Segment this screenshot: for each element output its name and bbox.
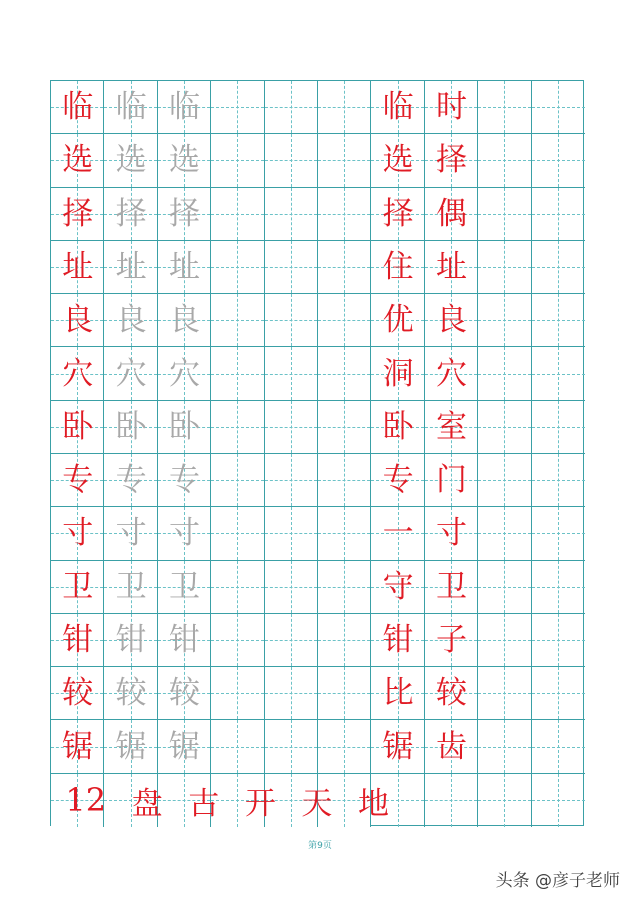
grid-cell <box>211 241 264 294</box>
model-char: 卧 <box>62 408 94 445</box>
grid-cell <box>478 561 531 614</box>
grid-cell <box>211 401 264 454</box>
grid-cell <box>265 188 318 241</box>
model-char: 选 <box>382 142 414 179</box>
grid-cell <box>211 507 264 560</box>
grid-cell <box>478 241 531 294</box>
trace-char: 锯 <box>168 728 200 765</box>
grid-cell <box>265 134 318 187</box>
model-char: 锯 <box>62 728 94 765</box>
grid-cell <box>532 561 585 614</box>
grid-cell <box>211 347 264 400</box>
grid-cell <box>532 294 585 347</box>
trace-char: 选 <box>115 142 147 179</box>
grid-cell <box>318 720 371 773</box>
grid-cell <box>265 347 318 400</box>
grid-cell <box>478 401 531 454</box>
trace-char: 卧 <box>168 408 200 445</box>
model-char: 门 <box>435 462 467 499</box>
trace-char: 卧 <box>115 408 147 445</box>
model-char: 择 <box>62 195 94 232</box>
grid-cell <box>532 454 585 507</box>
grid-cell <box>532 720 585 773</box>
model-char: 室 <box>435 408 467 445</box>
trace-char: 专 <box>168 462 200 499</box>
grid-cell <box>318 134 371 187</box>
grid-cell <box>532 614 585 667</box>
trace-char: 临 <box>168 89 200 126</box>
grid-cell <box>211 667 264 720</box>
model-char: 一 <box>382 515 414 552</box>
trace-char: 钳 <box>115 621 147 658</box>
grid-cell <box>532 81 585 134</box>
grid-cell <box>478 188 531 241</box>
model-char: 齿 <box>435 728 467 765</box>
grid-cell <box>532 507 585 560</box>
trace-char: 择 <box>168 195 200 232</box>
lesson-title-char: 盘 <box>131 785 163 822</box>
grid-cell <box>478 294 531 347</box>
model-char: 址 <box>62 248 94 285</box>
grid-cell <box>265 401 318 454</box>
model-char: 卫 <box>62 568 94 605</box>
model-char: 址 <box>435 248 467 285</box>
model-char: 良 <box>62 302 94 339</box>
grid-cell <box>211 454 264 507</box>
model-char: 专 <box>62 462 94 499</box>
trace-char: 穴 <box>168 355 200 392</box>
trace-char: 寸 <box>115 515 147 552</box>
grid-cell <box>318 507 371 560</box>
grid-cell <box>425 774 478 827</box>
model-char: 偶 <box>435 195 467 232</box>
model-char: 临 <box>382 89 414 126</box>
practice-grid <box>50 80 584 826</box>
trace-char: 良 <box>168 302 200 339</box>
grid-cell <box>532 774 585 827</box>
grid-cell <box>532 347 585 400</box>
grid-cell <box>532 134 585 187</box>
model-char: 择 <box>382 195 414 232</box>
grid-cell <box>478 347 531 400</box>
grid-cell <box>318 401 371 454</box>
lesson-title-char: 古 <box>188 785 220 822</box>
trace-char: 较 <box>168 675 200 712</box>
model-char: 子 <box>435 621 467 658</box>
model-char: 锯 <box>382 728 414 765</box>
lesson-title-char: 开 <box>244 785 276 822</box>
trace-char: 选 <box>168 142 200 179</box>
model-char: 临 <box>62 89 94 126</box>
trace-char: 址 <box>115 248 147 285</box>
trace-char: 良 <box>115 302 147 339</box>
grid-cell <box>478 454 531 507</box>
model-char: 卫 <box>435 568 467 605</box>
trace-char: 锯 <box>115 728 147 765</box>
model-char: 卧 <box>382 408 414 445</box>
model-char: 洞 <box>382 355 414 392</box>
grid-cell <box>532 667 585 720</box>
model-char: 择 <box>435 142 467 179</box>
grid-cell <box>265 720 318 773</box>
grid-cell <box>265 507 318 560</box>
model-char: 寸 <box>435 515 467 552</box>
grid-cell <box>211 188 264 241</box>
trace-char: 穴 <box>115 355 147 392</box>
trace-char: 临 <box>115 89 147 126</box>
trace-char: 较 <box>115 675 147 712</box>
grid-cell <box>318 294 371 347</box>
model-char: 较 <box>62 675 94 712</box>
model-char: 寸 <box>62 515 94 552</box>
lesson-number: 12 <box>65 781 107 820</box>
grid-cell <box>318 188 371 241</box>
grid-cell <box>318 241 371 294</box>
model-char: 较 <box>435 675 467 712</box>
grid-cell <box>265 614 318 667</box>
grid-cell <box>265 667 318 720</box>
model-char: 专 <box>382 462 414 499</box>
grid-cell <box>318 667 371 720</box>
grid-cell <box>211 294 264 347</box>
grid-cell <box>318 347 371 400</box>
model-char: 钳 <box>382 621 414 658</box>
model-char: 优 <box>382 302 414 339</box>
grid-cell <box>211 561 264 614</box>
grid-cell <box>211 720 264 773</box>
grid-cell <box>265 241 318 294</box>
grid-cell <box>318 81 371 134</box>
grid-cell <box>478 614 531 667</box>
grid-cell <box>265 294 318 347</box>
model-char: 住 <box>382 248 414 285</box>
lesson-title-char: 地 <box>358 785 390 822</box>
trace-char: 专 <box>115 462 147 499</box>
grid-cell <box>265 81 318 134</box>
grid-cell <box>532 241 585 294</box>
grid-cell <box>318 614 371 667</box>
model-char: 穴 <box>62 355 94 392</box>
trace-char: 卫 <box>115 568 147 605</box>
grid-cell <box>478 81 531 134</box>
grid-cell <box>265 561 318 614</box>
model-char: 时 <box>435 89 467 126</box>
grid-cell <box>318 454 371 507</box>
trace-char: 择 <box>115 195 147 232</box>
page-number: 第9页 <box>308 841 332 851</box>
grid-cell <box>532 188 585 241</box>
grid-cell <box>211 81 264 134</box>
trace-char: 址 <box>168 248 200 285</box>
grid-cell <box>478 507 531 560</box>
grid-cell <box>318 561 371 614</box>
grid-cell <box>478 667 531 720</box>
grid-cell <box>532 401 585 454</box>
model-char: 钳 <box>62 621 94 658</box>
grid-cell <box>265 454 318 507</box>
model-char: 良 <box>435 302 467 339</box>
trace-char: 卫 <box>168 568 200 605</box>
trace-char: 寸 <box>168 515 200 552</box>
grid-cell <box>478 720 531 773</box>
model-char: 穴 <box>435 355 467 392</box>
model-char: 选 <box>62 142 94 179</box>
grid-cell <box>478 774 531 827</box>
grid-cell <box>211 134 264 187</box>
grid-cell <box>211 614 264 667</box>
trace-char: 钳 <box>168 621 200 658</box>
model-char: 比 <box>382 675 414 712</box>
grid-cell <box>478 134 531 187</box>
watermark: 头条 @彦子老师 <box>495 871 620 891</box>
model-char: 守 <box>382 568 414 605</box>
lesson-title-char: 天 <box>301 785 333 822</box>
